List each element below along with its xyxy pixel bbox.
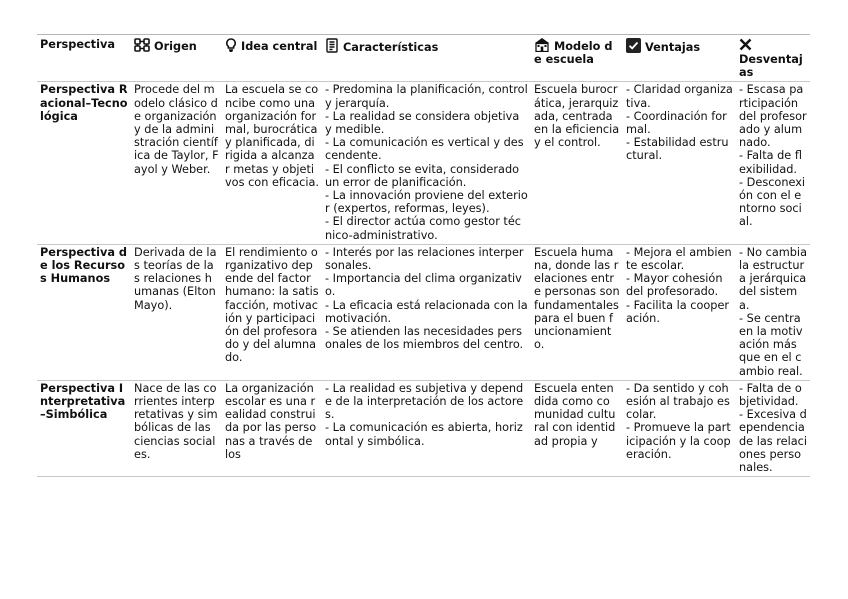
perspectiva-cell: Perspectiva de los Recursos Humanos bbox=[40, 245, 127, 286]
header-label: Características bbox=[343, 41, 439, 54]
ventajas-cell bbox=[623, 244, 736, 380]
header-origen bbox=[131, 35, 222, 82]
idea-central-cell: La escuela se concibe como una organización formal, burocrática y planificada, dirigida a alcanzar metas y objetivos con eficacia. bbox=[225, 83, 320, 189]
header-caracteristicas bbox=[322, 35, 531, 82]
list-item: - Predomina la planificación, control y jerarquía. bbox=[325, 83, 528, 110]
cross-mark-icon bbox=[739, 38, 803, 51]
modelo-cell: Escuela burocrática, jerarquizada, centrada en la eficiencia y el control. bbox=[534, 83, 620, 150]
list-item: - Estabilidad estructural. bbox=[626, 136, 729, 163]
origen-cell: Derivada de las teorías de las relaciones humanas (Elton Mayo). bbox=[134, 245, 217, 312]
table-row bbox=[37, 380, 810, 476]
list-item: - Falta de objetividad. bbox=[739, 381, 802, 409]
header-label: Desventajas bbox=[739, 53, 803, 80]
modelo-cell: Escuela entendida como comunidad cultural con identidad propia y bbox=[534, 381, 616, 448]
origin-icon bbox=[134, 38, 150, 52]
perspectiva-cell: Perspectiva Racional–Tecnológica bbox=[40, 83, 128, 123]
header-label: Idea central bbox=[241, 40, 318, 53]
list-item: - La comunicación es vertical y descendente. bbox=[325, 136, 524, 163]
school-building-icon bbox=[534, 38, 550, 52]
list-item: - Escasa participación del profesorado y alumnado. bbox=[739, 83, 807, 150]
document-page bbox=[37, 34, 810, 564]
list-item: - Desconexión con el entorno social. bbox=[739, 175, 806, 229]
lightbulb-icon bbox=[225, 38, 237, 52]
list-item: - El conflicto se evita, considerado un error de planificación. bbox=[325, 162, 520, 189]
list-item: - Se atienden las necesidades personales de los miembros del centro. bbox=[325, 325, 524, 352]
list-item: - La innovación proviene del exterior (expertos, reformas, leyes). bbox=[325, 189, 528, 216]
header-label: Modelo de escuela bbox=[534, 40, 613, 67]
perspectives-table bbox=[37, 34, 810, 477]
header-desventajas bbox=[736, 35, 810, 82]
list-item: - La eficacia está relacionada con la motivación. bbox=[325, 298, 528, 325]
list-item: - Mejora el ambiente escolar. bbox=[626, 245, 732, 273]
caracteristicas-cell bbox=[322, 244, 531, 380]
list-item: - Excesiva dependencia de las relaciones personales. bbox=[739, 408, 808, 475]
caracteristicas-cell bbox=[322, 380, 531, 476]
origen-cell: Procede del modelo clásico de organización y de la administración científica de Taylor, Fayol y Weber. bbox=[134, 83, 219, 176]
idea-central-cell: La organización escolar es una realidad construida por las personas a través de los bbox=[225, 381, 317, 461]
idea-central-cell: El rendimiento organizativo depende del factor humano: la satisfacción, motivación y participación del profesorado y del alumnado. bbox=[225, 245, 319, 365]
header-label: Ventajas bbox=[645, 41, 701, 54]
desventajas-cell bbox=[736, 244, 810, 380]
list-item: - Coordinación formal. bbox=[626, 109, 727, 137]
list-item: - Promueve la participación y la cooperación. bbox=[626, 421, 731, 461]
header-perspectiva bbox=[37, 35, 131, 82]
list-item: - Facilita la cooperación. bbox=[626, 298, 730, 325]
list-item: - Se centra en la motivación más que en el cambio real. bbox=[739, 311, 803, 378]
list-item: - El director actúa como gestor técnico-administrativo. bbox=[325, 215, 522, 242]
document-list-icon bbox=[325, 38, 339, 53]
header-modelo bbox=[531, 35, 623, 82]
list-item: - Importancia del clima organizativo. bbox=[325, 272, 522, 299]
table-header-row bbox=[37, 35, 810, 82]
desventajas-cell bbox=[736, 82, 810, 244]
list-item: - No cambia la estructura jerárquica del sistema. bbox=[739, 245, 807, 312]
ventajas-cell bbox=[623, 82, 736, 244]
list-item: - La realidad es subjetiva y depende de la interpretación de los actores. bbox=[325, 381, 524, 422]
header-label: Perspectiva bbox=[40, 38, 115, 51]
header-label: Origen bbox=[154, 40, 197, 53]
list-item: - La comunicación es abierta, horizontal y simbólica. bbox=[325, 421, 523, 448]
modelo-cell: Escuela humana, donde las relaciones entre personas son fundamentales para el buen funcionamiento. bbox=[534, 245, 620, 352]
list-item: - Mayor cohesión del profesorado. bbox=[626, 272, 723, 299]
caracteristicas-cell bbox=[322, 82, 531, 244]
desventajas-cell bbox=[736, 380, 810, 476]
ventajas-cell bbox=[623, 380, 736, 476]
list-item: - Da sentido y cohesión al trabajo escolar. bbox=[626, 381, 730, 422]
table-row bbox=[37, 244, 810, 380]
list-item: - Claridad organizativa. bbox=[626, 83, 733, 110]
list-item: - La realidad se considera objetiva y medible. bbox=[325, 109, 520, 137]
list-item: - Interés por las relaciones interpersonales. bbox=[325, 245, 524, 273]
origen-cell: Nace de las corrientes interpretativas y simbólicas de las ciencias sociales. bbox=[134, 381, 218, 461]
table-row bbox=[37, 82, 810, 244]
check-box-icon bbox=[626, 38, 641, 53]
header-ventajas bbox=[623, 35, 736, 82]
list-item: - Falta de flexibilidad. bbox=[739, 149, 802, 176]
perspectiva-cell: Perspectiva Interpretativa–Simbólica bbox=[40, 381, 126, 422]
header-idea-central bbox=[222, 35, 322, 82]
